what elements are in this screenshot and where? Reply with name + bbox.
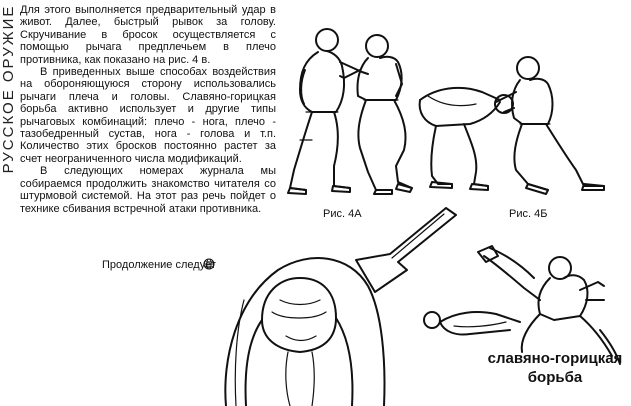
paragraph-3: В следующих номерах журнала мы собираемся продолжить знакомство читателя со штурмовой системой. На этот раз речь пойдет о технике сбивания встречной атаки противника.: [20, 165, 276, 215]
paragraph-1: Для этого выполняется предварительный удар в живот. Далее, быстрый рывок за голову. Скручивание в бросок осуществляется с помощью рычага предплечьем в плечо противника, как показано на рис. 4 в.: [20, 4, 276, 66]
throw-illustration: [424, 246, 620, 364]
closeup-inset-illustration: [225, 258, 384, 406]
stamp-line-2: борьба: [527, 369, 583, 386]
caption-fig-4b: Рис. 4Б: [509, 208, 548, 220]
caption-fig-4a: Рис. 4А: [323, 208, 362, 220]
paragraph-2: В приведенных выше способах воздействия на обороняющуюся сторону использовались рычаги плеча и головы. Славяно-горицкая борьба активно использует и другие типы рычаговых комбинаций: плечо - нога, плечо - тазобедренный сустав, нога - голова и т.п. Количество этих бросков постоянно растет за счет неограниченного числа модификаций.: [20, 66, 276, 165]
figure-4b-illustration: [420, 57, 604, 194]
section-stamp: [480, 349, 630, 387]
arrow-graphic: [356, 208, 456, 292]
stamp-line-1: славяно-горицкая: [487, 350, 623, 367]
section-title-vertical: РУССКОЕ ОРУЖИЕ: [0, 4, 17, 174]
continuation-note: Продолжение следует: [102, 259, 216, 271]
figure-4a-illustration: [288, 29, 412, 194]
